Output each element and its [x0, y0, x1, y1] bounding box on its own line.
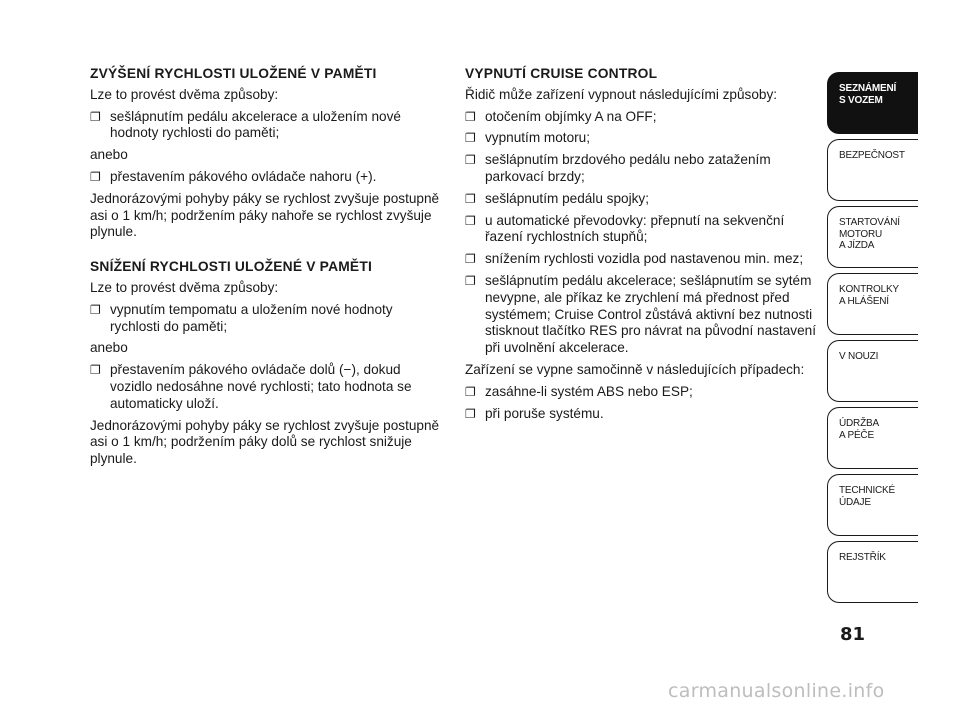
list-item-text: u automatické převodovky: přepnutí na sekvenční řazení rychlostních stupňů;	[485, 212, 785, 245]
list-item-text: sešlápnutím pedálu spojky;	[485, 190, 649, 206]
list-item-text: sešlápnutím pedálu akcelerace; sešlápnutím se sytém nevypne, ale příkaz ke zrychlení má přednost před systémem; Cruise Control zůstává aktivní bez nutnosti stisknout tlačítko RES pro návrat na původní nastavení při uvolnění akcelerace.	[485, 272, 816, 356]
checkbox-bullet-icon: ❐	[465, 213, 476, 228]
right-column	[465, 66, 820, 427]
list-item	[90, 362, 445, 412]
tab-label: A JÍZDA	[839, 240, 875, 251]
tab-seznameni-s-vozem[interactable]	[827, 72, 918, 134]
list-item-text: otočením objímky A na OFF;	[485, 108, 657, 124]
tab-label: ÚDRŽBA	[839, 418, 879, 429]
tab-label: BEZPEČNOST	[839, 150, 905, 161]
checkbox-bullet-icon: ❐	[90, 169, 101, 184]
list-item-text: při poruše systému.	[485, 405, 604, 421]
list-item-text: přestavením pákového ovládače dolů (−), dokud vozidlo nedosáhne nové rychlosti; tato hodnota se automaticky uloží.	[110, 362, 412, 411]
list-item	[465, 109, 820, 126]
checkbox-bullet-icon: ❐	[465, 406, 476, 421]
section-heading-decrease-speed: SNÍŽENÍ RYCHLOSTI ULOŽENÉ V PAMĚTI	[90, 259, 372, 275]
checkbox-bullet-icon: ❐	[465, 153, 476, 168]
list-item-text: vypnutím tempomatu a uložením nové hodnoty rychlosti do paměti;	[110, 301, 393, 334]
tab-label: SEZNÁMENÍ	[839, 83, 897, 94]
section-note: Jednorázovými pohyby páky se rychlost zvyšuje postupně asi o 1 km/h; podržením páky dolů se rychlost snižuje plynule.	[90, 417, 440, 467]
or-text: anebo	[90, 147, 128, 163]
tab-label: V NOUZI	[839, 351, 879, 362]
checkbox-bullet-icon: ❐	[465, 191, 476, 206]
list-item	[465, 152, 820, 186]
checkbox-bullet-icon: ❐	[465, 384, 476, 399]
section-heading-cruise-off: VYPNUTÍ CRUISE CONTROL	[465, 66, 658, 81]
list-item	[465, 213, 820, 247]
checkbox-bullet-icon: ❐	[465, 109, 476, 124]
list-item-text: snížením rychlosti vozidla pod nastavenou min. mez;	[485, 251, 804, 267]
page-number: 81	[840, 624, 866, 645]
tab-bezpecnost[interactable]	[827, 139, 918, 201]
tab-label: ÚDAJE	[839, 496, 871, 508]
checkbox-bullet-icon: ❐	[90, 363, 101, 378]
chapter-tabs	[827, 72, 918, 608]
section-intro: Řidič může zařízení vypnout následujícími způsoby:	[465, 86, 778, 102]
list-item	[90, 109, 445, 143]
checkbox-bullet-icon: ❐	[465, 273, 476, 288]
checkbox-bullet-icon: ❐	[465, 252, 476, 267]
list-item	[465, 384, 820, 401]
checkbox-bullet-icon: ❐	[90, 109, 101, 124]
tab-label: REJSTŘÍK	[839, 552, 886, 563]
list-item	[465, 406, 820, 423]
list-item	[465, 273, 820, 357]
list-item-text: vypnutím motoru;	[485, 130, 591, 146]
tab-kontrolky[interactable]	[827, 273, 918, 335]
tab-label: STARTOVÁNÍ	[839, 217, 900, 228]
list-item	[465, 130, 820, 147]
section-note: Jednorázovými pohyby páky se rychlost zvyšuje postupně asi o 1 km/h; podržením páky nahoře se rychlost zvyšuje plynule.	[90, 190, 440, 240]
section-intro: Lze to provést dvěma způsoby:	[90, 279, 279, 295]
tab-v-nouzi[interactable]	[827, 340, 918, 402]
or-text: anebo	[90, 340, 128, 356]
tab-technicke-udaje[interactable]	[827, 474, 918, 536]
tab-label: A PÉČE	[839, 429, 874, 441]
tab-label: A HLÁŠENÍ	[839, 295, 889, 307]
tab-label: TECHNICKÉ	[839, 485, 895, 496]
left-column	[90, 66, 445, 473]
tab-label: KONTROLKY	[839, 284, 899, 295]
list-item-text: sešlápnutím pedálu akcelerace a uložením nové hodnoty rychlosti do paměti;	[110, 108, 401, 141]
section-heading-increase-speed: ZVÝŠENÍ RYCHLOSTI ULOŽENÉ V PAMĚTI	[90, 66, 377, 81]
section-intro: Lze to provést dvěma způsoby:	[90, 86, 279, 102]
list-item	[90, 169, 445, 186]
list-item-text: přestavením pákového ovládače nahoru (+).	[110, 168, 377, 184]
list-item-text: zasáhne-li systém ABS nebo ESP;	[485, 383, 693, 399]
watermark-text: carmanualsonline.info	[668, 680, 885, 702]
list-item	[90, 302, 445, 336]
tab-label: S VOZEM	[839, 94, 883, 106]
tab-startovani-motoru[interactable]	[827, 206, 918, 268]
list-item	[465, 251, 820, 268]
checkbox-bullet-icon: ❐	[465, 131, 476, 146]
checkbox-bullet-icon: ❐	[90, 302, 101, 317]
auto-off-intro: Zařízení se vypne samočinně v následujících případech:	[465, 361, 805, 377]
list-item-text: sešlápnutím brzdového pedálu nebo zatažením parkovací brzdy;	[485, 152, 771, 184]
tab-label: MOTORU	[839, 228, 883, 240]
tab-udrzba[interactable]	[827, 407, 918, 469]
tab-rejstrik[interactable]	[827, 541, 918, 603]
list-item	[465, 191, 820, 208]
